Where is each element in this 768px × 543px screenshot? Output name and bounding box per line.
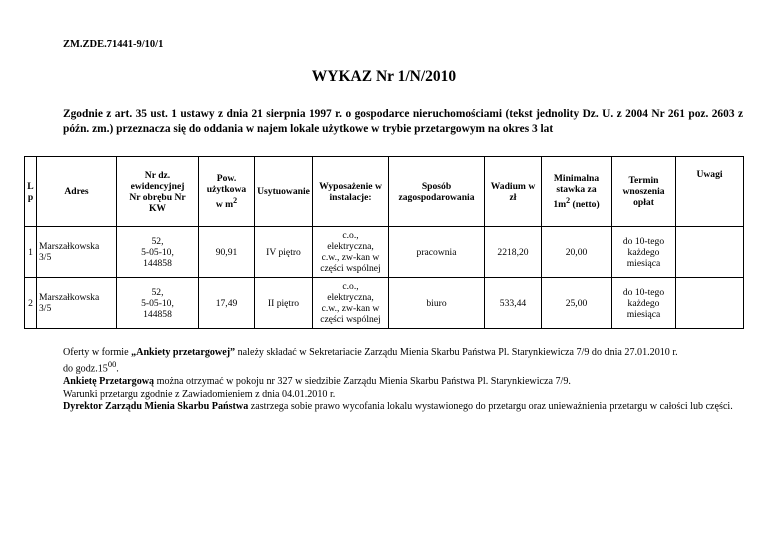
header-pow: Pow. użytkowa w $m^2$ xyxy=(199,157,255,227)
cell-sposob: biuro xyxy=(389,278,485,329)
cell-wadium: 2218,20 xyxy=(485,227,542,278)
header-stawka: Minimalna stawka za $1m^2$ (netto) xyxy=(542,157,612,227)
table-row xyxy=(25,278,744,329)
document-title: WYKAZ Nr 1/N/2010 xyxy=(311,68,457,85)
premises-table xyxy=(24,156,744,329)
cell-pow: 17,49 xyxy=(199,278,255,329)
header-wyposazenie: Wyposażenie w instalacje: xyxy=(313,157,389,227)
cell-wyposazenie: c.o., elektryczna, c.w., zw-kan w części wspólnej xyxy=(313,278,389,329)
cell-nr-dz: 52, 5-05-10, 144858 xyxy=(117,278,199,329)
header-adres: Adres xyxy=(37,157,117,227)
header-lp: L p xyxy=(25,157,37,227)
footer-notes xyxy=(63,347,743,413)
header-uwagi: Uwagi xyxy=(676,157,744,227)
cell-termin: do 10-tego każdego miesiąca xyxy=(612,227,676,278)
header-wadium: Wadium w zł xyxy=(485,157,542,227)
cell-wyposazenie: c.o., elektryczna, c.w., zw-kan w części wspólnej xyxy=(313,227,389,278)
cell-usytuowanie: II piętro xyxy=(255,278,313,329)
header-nr-dz: Nr dz. ewidencyjnej Nr obrębu Nr KW xyxy=(117,157,199,227)
cell-usytuowanie: IV piętro xyxy=(255,227,313,278)
cell-lp: 2 xyxy=(25,278,37,329)
cell-termin: do 10-tego każdego miesiąca xyxy=(612,278,676,329)
cell-lp: 1 xyxy=(25,227,37,278)
cell-adres: Marszałkowska 3/5 xyxy=(37,227,117,278)
cell-nr-dz: 52, 5-05-10, 144858 xyxy=(117,227,199,278)
offers-note: Oferty w formie „Ankiety przetargowej” należy składać w Sekretariacie Zarządu Mienia Skarbu Państwa Pl. Starynkiewicza 7/9 do dnia 27.01.2010 r. xyxy=(63,347,678,358)
intro-paragraph: Zgodnie z art. 35 ust. 1 ustawy z dnia 21 sierpnia 1997 r. o gospodarce nieruchomościami (tekst jednolity Dz. U. z 2004 Nr 261 poz. 2603 z późn. zm.) przeznacza się do oddania w najem lokale użytkowe w trybie przetargowym na okres 3 lat xyxy=(63,108,743,135)
cell-adres: Marszałkowska 3/5 xyxy=(37,278,117,329)
cell-stawka: 25,00 xyxy=(542,278,612,329)
director-note: Dyrektor Zarządu Mienia Skarbu Państwa zastrzega sobie prawo wycofania lokalu wystawionego do przetargu oraz unieważnienia przetargu w całości lub części. xyxy=(63,400,733,412)
form-note: Ankietę Przetargową można otrzymać w pokoju nr 327 w siedzibie Zarządu Mienia Skarbu Państwa Pl. Starynkiewicza 7/9. xyxy=(63,376,571,388)
cell-uwagi xyxy=(676,227,744,278)
table-row xyxy=(25,227,744,278)
cell-sposob: pracownia xyxy=(389,227,485,278)
document-reference: ZM.ZDE.71441-9/10/1 xyxy=(63,39,164,50)
deadline-note: do $godz.15^{00}$. xyxy=(63,360,119,375)
header-termin: Termin wnoszenia opłat xyxy=(612,157,676,227)
cell-uwagi xyxy=(676,278,744,329)
cell-pow: 90,91 xyxy=(199,227,255,278)
header-sposob: Sposób zagospodarowania xyxy=(389,157,485,227)
conditions-note: Warunki przetargu zgodnie z Zawiadomieniem z dnia 04.01.2010 r. xyxy=(63,388,336,400)
cell-wadium: 533,44 xyxy=(485,278,542,329)
cell-stawka: 20,00 xyxy=(542,227,612,278)
table-header-row xyxy=(25,157,744,227)
header-usytuowanie: Usytuowanie xyxy=(255,157,313,227)
